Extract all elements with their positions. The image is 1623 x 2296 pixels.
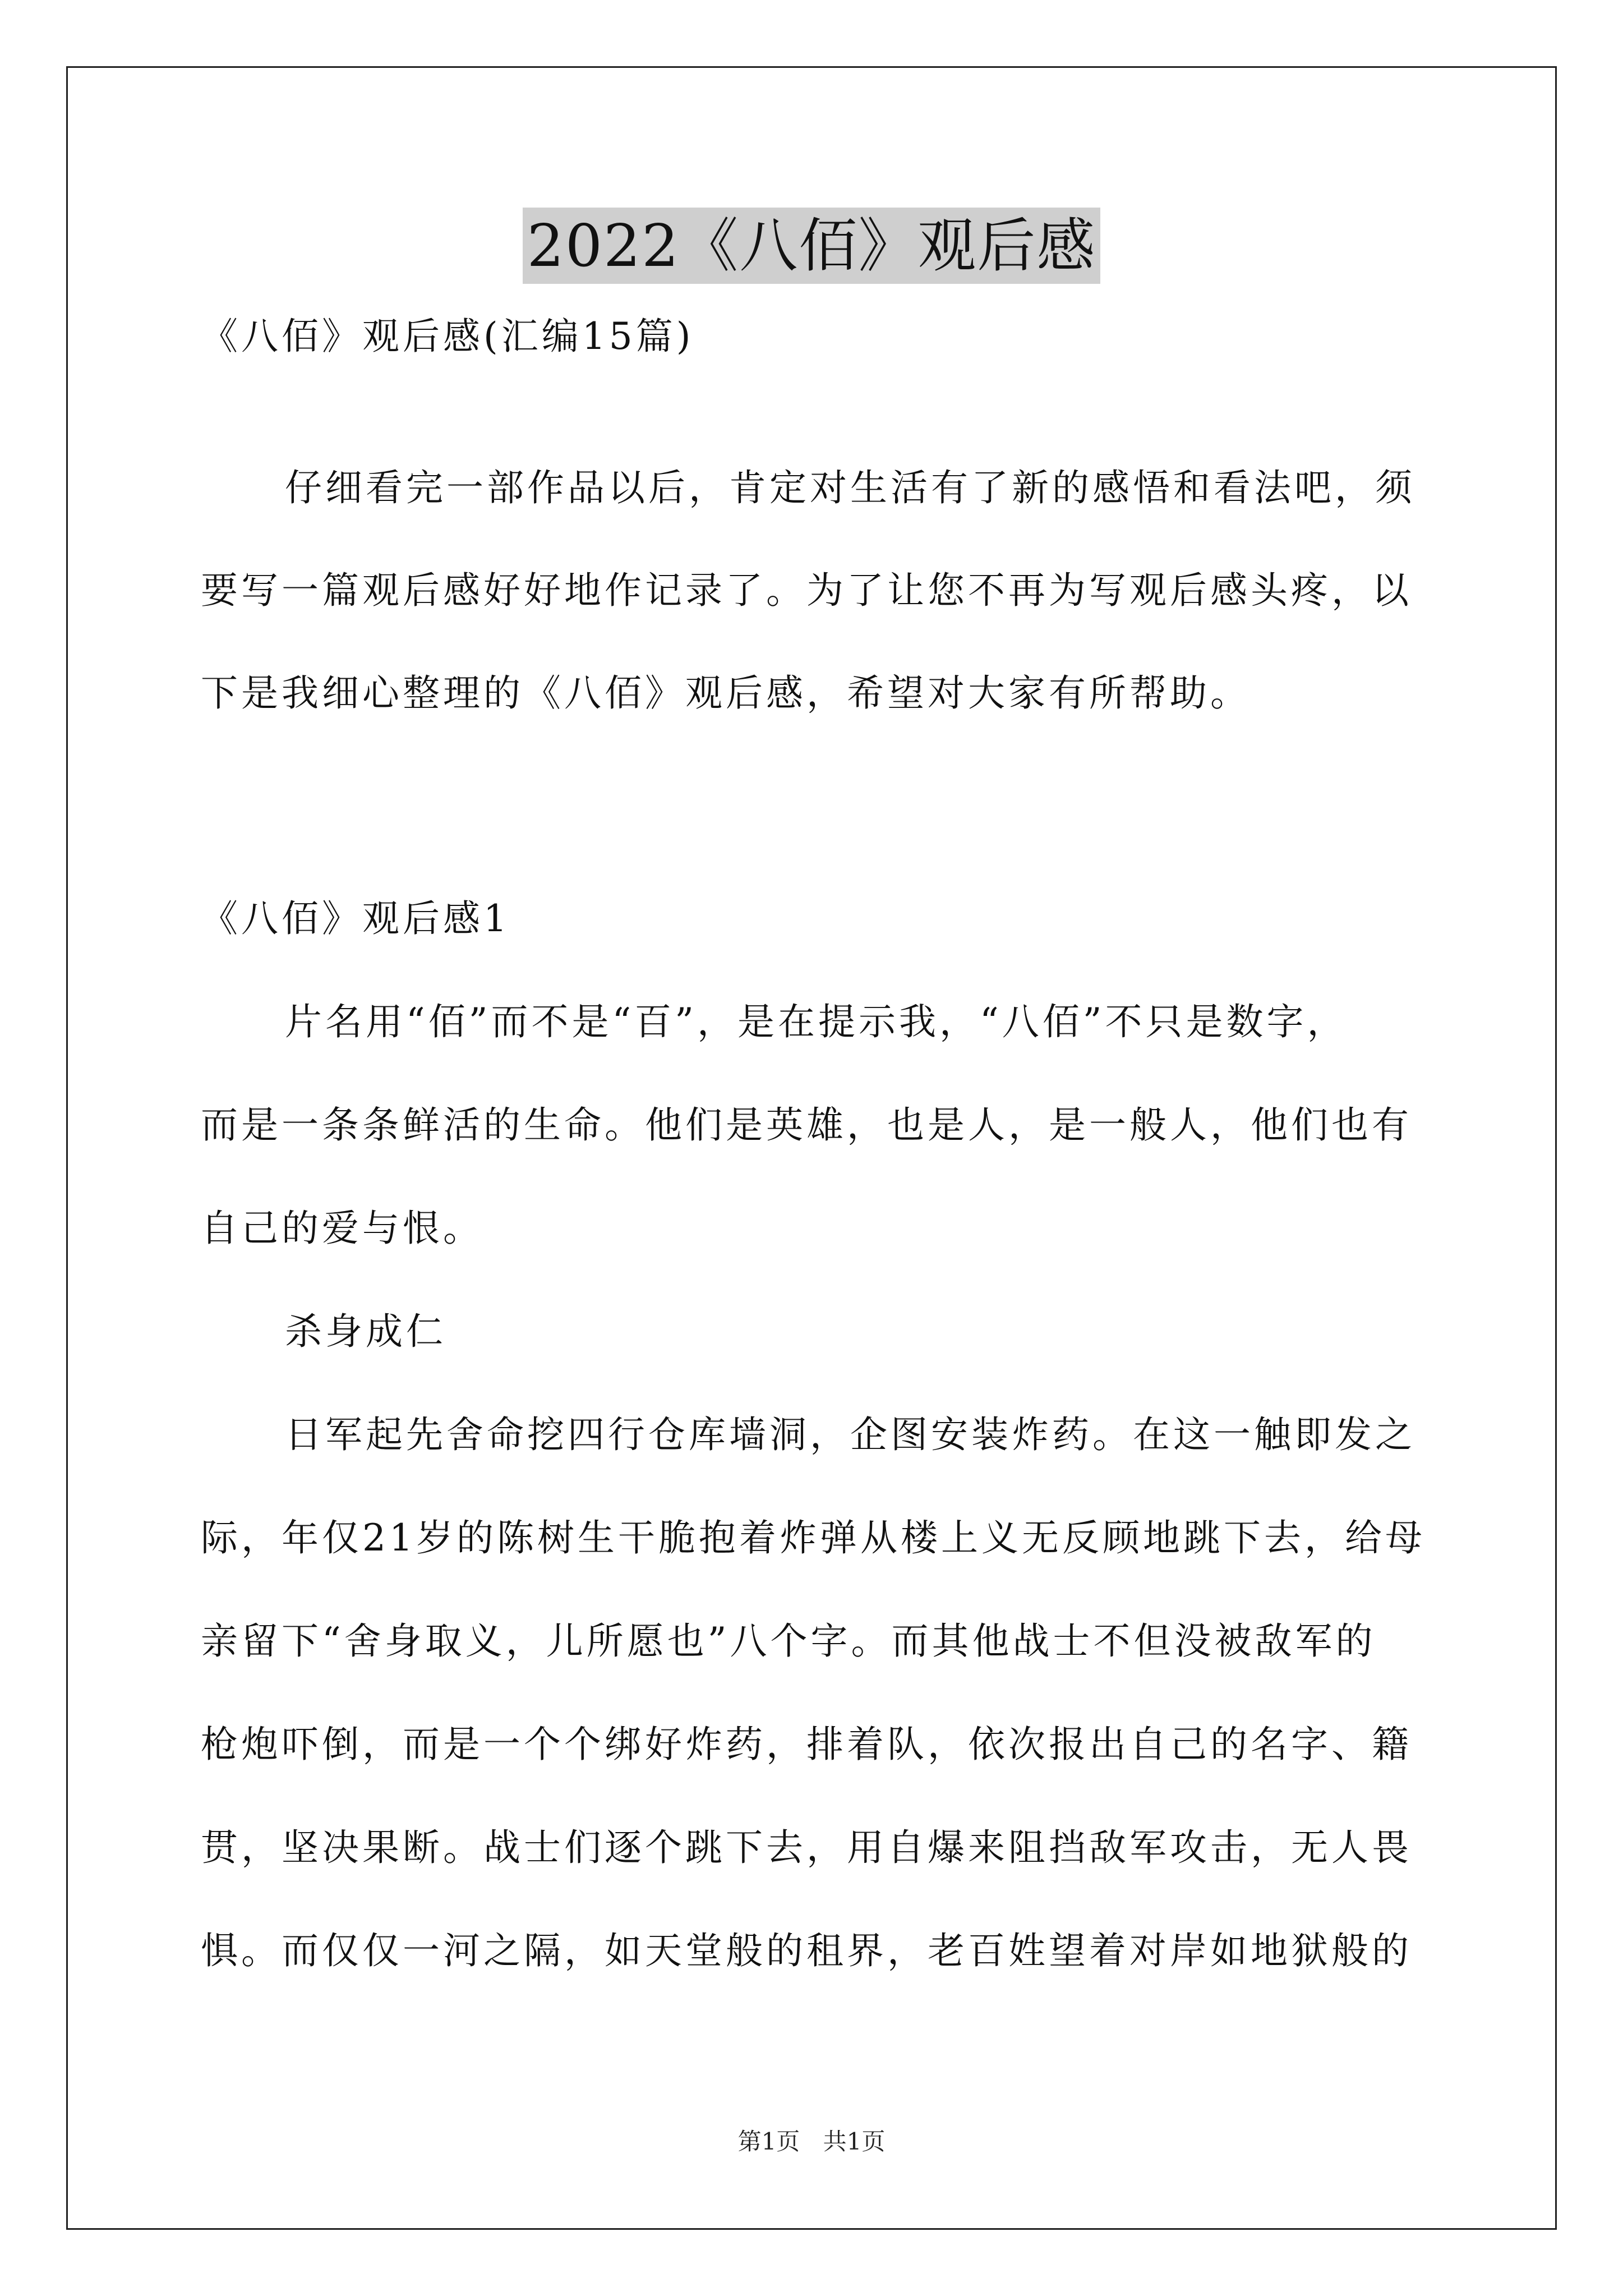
document-subtitle: 《八佰》观后感(汇编15篇) (201, 315, 694, 358)
paragraph-line: 际，年仅21岁的陈树生干脆抱着炸弹从楼上义无反顾地跳下去，给母 (201, 1516, 1426, 1559)
paragraph-line: 枪炮吓倒，而是一个个绑好炸药，排着队，依次报出自己的名字、籍 (201, 1723, 1412, 1766)
paragraph-line: 片名用“佰”而不是“百”，是在提示我，“八佰”不只是数字， (285, 1000, 1348, 1043)
paragraph-line: 自己的爱与恨。 (201, 1207, 483, 1250)
page-border (66, 66, 1557, 2230)
document-title: 2022《八佰》观后感 (523, 208, 1101, 284)
page-number: 第1页 (737, 2128, 800, 2155)
intro-line: 要写一篇观后感好好地作记录了。为了让您不再为写观后感头疼，以 (201, 569, 1412, 612)
page-total: 共1页 (823, 2128, 886, 2155)
paragraph-line: 而是一条条鲜活的生命。他们是英雄，也是人，是一般人，他们也有 (201, 1103, 1412, 1147)
paragraph-line: 亲留下“舍身取义，儿所愿也”八个字。而其他战士不但没被敌军的 (201, 1619, 1376, 1663)
paragraph-line: 日军起先舍命挖四行仓库墙洞，企图安装炸药。在这一触即发之 (285, 1413, 1415, 1456)
intro-line: 下是我细心整理的《八佰》观后感，希望对大家有所帮助。 (201, 671, 1251, 715)
section-heading: 《八佰》观后感1 (201, 897, 510, 940)
paragraph-line: 惧。而仅仅一河之隔，如天堂般的租界，老百姓望着对岸如地狱般的 (201, 1929, 1412, 1972)
subheading: 杀身成仁 (285, 1310, 446, 1353)
page-footer (0, 2127, 1623, 2156)
title-container (0, 208, 1623, 284)
paragraph-line: 贯，坚决果断。战士们逐个跳下去，用自爆来阻挡敌军攻击，无人畏 (201, 1826, 1412, 1869)
intro-line: 仔细看完一部作品以后，肯定对生活有了新的感悟和看法吧，须 (285, 466, 1415, 509)
